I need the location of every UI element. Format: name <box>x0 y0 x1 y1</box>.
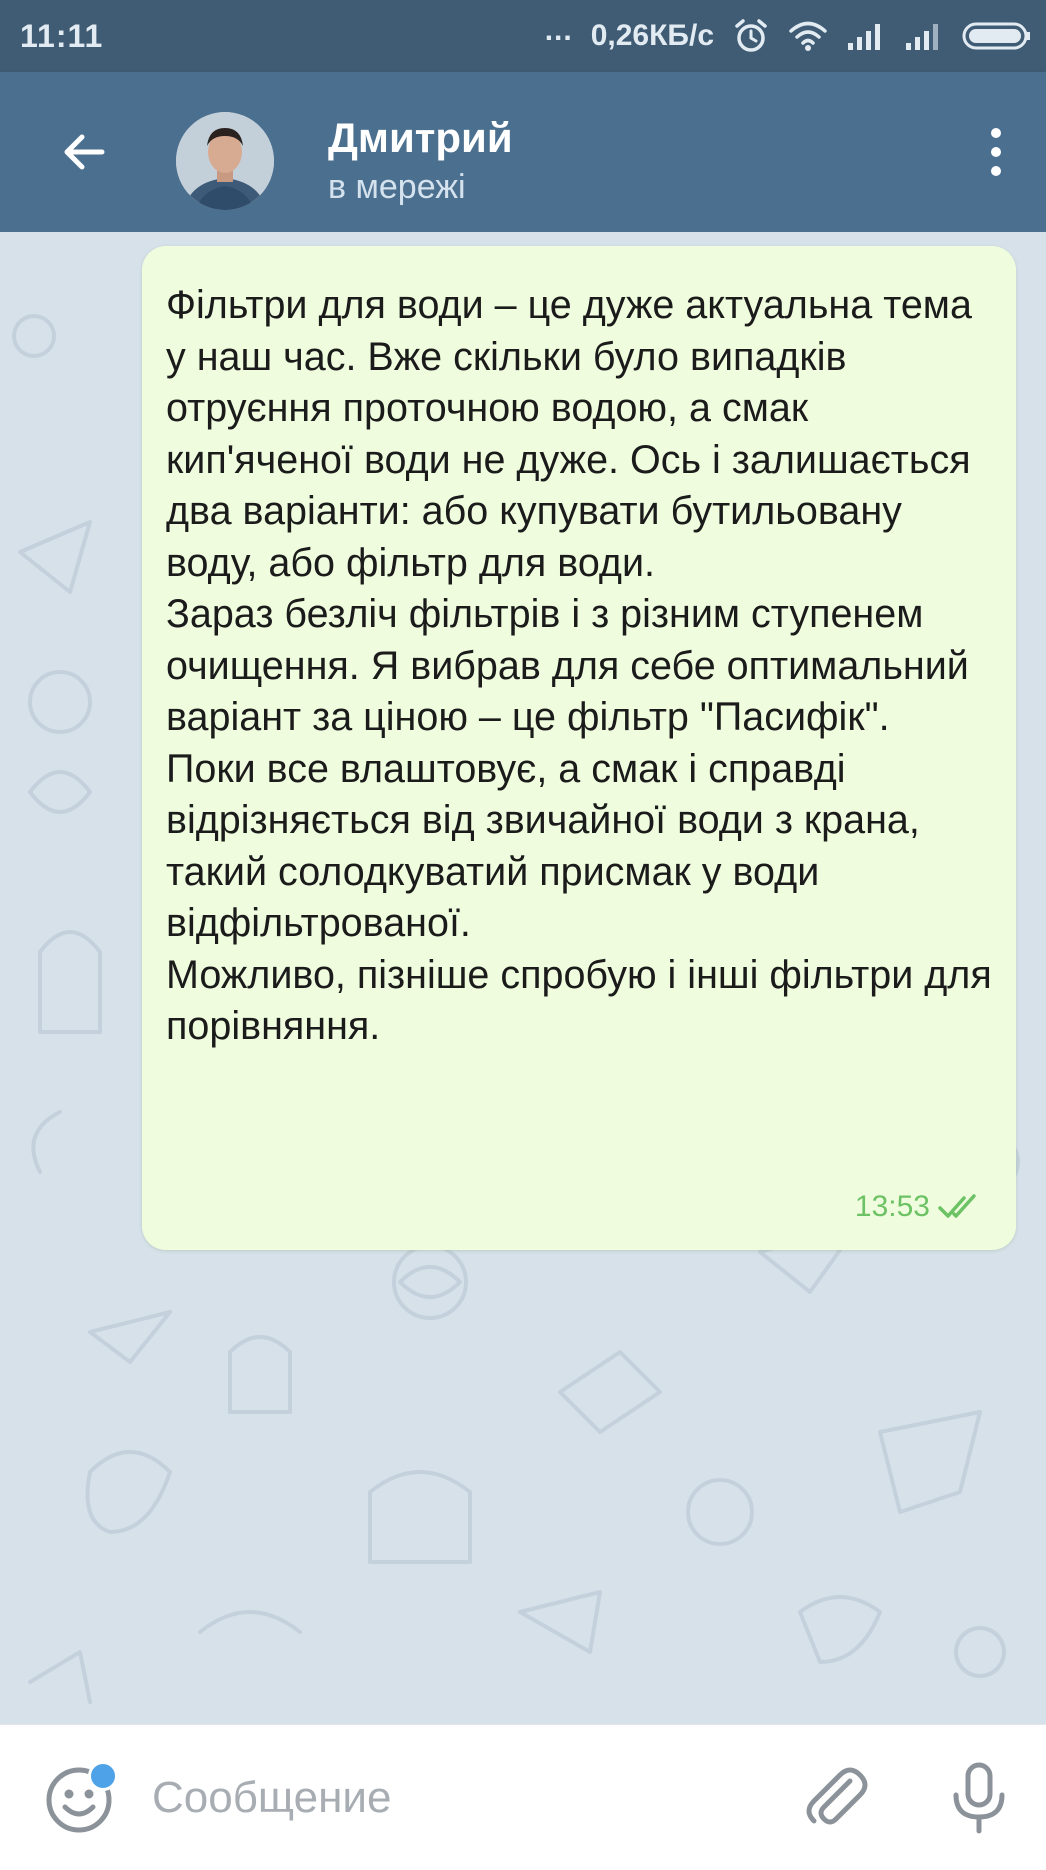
double-check-icon <box>938 1193 982 1221</box>
menu-dot <box>991 128 1001 138</box>
mic-button[interactable] <box>944 1761 1014 1837</box>
avatar-photo <box>176 112 274 210</box>
message-bubble[interactable] <box>142 246 1016 1250</box>
contact-status: в мережі <box>328 168 466 206</box>
chat-area[interactable] <box>0 232 1046 1724</box>
mic-icon <box>944 1761 1014 1837</box>
contact-name[interactable]: Дмитрий <box>328 114 513 161</box>
menu-dot <box>991 166 1001 176</box>
status-dots: ... <box>544 14 573 47</box>
message-input[interactable] <box>150 1761 774 1835</box>
signal-icon <box>904 21 944 51</box>
attach-button[interactable] <box>800 1763 872 1835</box>
status-indicators <box>545 14 1032 58</box>
message-text: Фільтри для води – це дуже актуальна тема у наш час. Вже скільки було випадків отруєння проточною водою, а смак кип'яченої води не дуже. Ось і залишається два варіанти: або купувати бутильовану воду, або фільтр для води. Зараз безліч фільтрів і з різним ступенем очищення. Я вибрав для себе оптимальний варіант за ціною – це фільтр "Пасифік". Поки все влаштовує, а смак і справді відрізняється від звичайної води з крана, такий солодкуватий присмак у води відфільтрованої. Можливо, пізніше спробую і інші фільтри для порівняння. <box>166 283 992 1048</box>
input-bar <box>0 1724 1046 1870</box>
chat-header <box>0 72 1046 232</box>
avatar[interactable] <box>176 112 274 210</box>
attach-icon <box>800 1763 872 1835</box>
status-bar <box>0 0 1046 72</box>
emoji-button[interactable] <box>44 1765 114 1835</box>
wifi-icon <box>788 19 828 53</box>
network-speed: 0,26КБ/с <box>590 19 714 52</box>
signal-icon <box>846 21 886 51</box>
alarm-icon <box>732 17 770 55</box>
emoji-badge <box>88 1761 118 1791</box>
status-time: 11:11 <box>20 18 104 54</box>
menu-dot <box>991 147 1001 157</box>
more-vert-icon[interactable] <box>966 112 1026 192</box>
back-button[interactable] <box>48 116 120 188</box>
message-meta <box>855 1190 982 1224</box>
battery-icon <box>962 21 1032 51</box>
back-arrow-icon <box>60 128 108 176</box>
message-time: 13:53 <box>854 1190 930 1223</box>
